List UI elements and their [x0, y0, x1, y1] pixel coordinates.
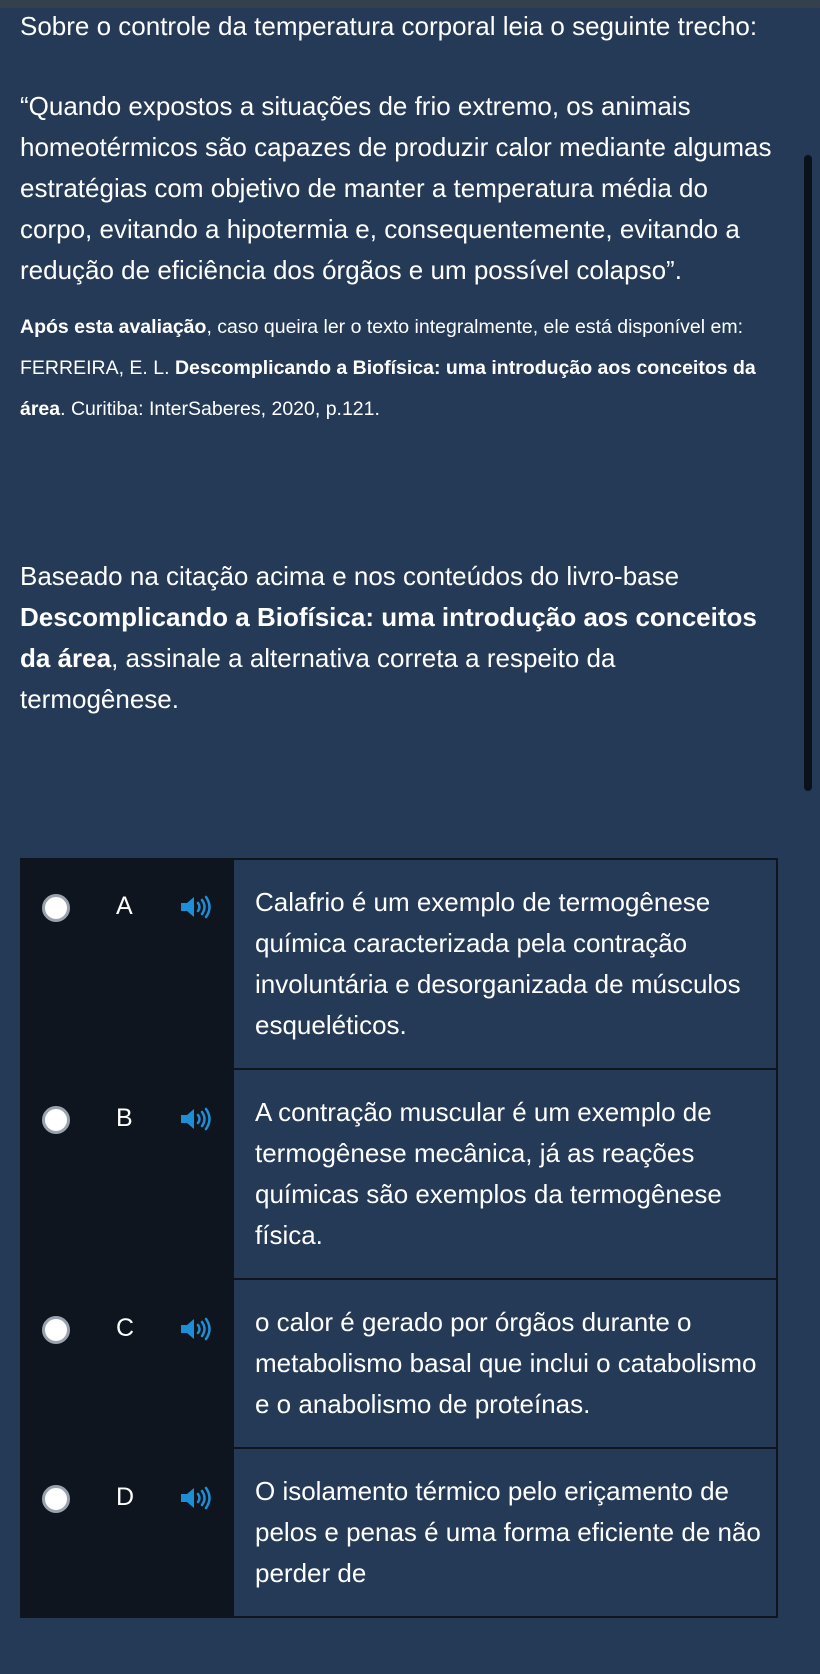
option-b-text[interactable]: A contração muscular é um exemplo de termogênese mecânica, já as reações químicas são exemplos da termogênese física. — [232, 1070, 778, 1280]
option-c-radio[interactable] — [42, 1316, 70, 1344]
question-book-title: Descomplicando a Biofísica: uma introdução aos conceitos da área — [20, 602, 757, 673]
option-a-controls — [20, 858, 232, 1070]
option-a-letter: A — [116, 892, 133, 920]
source-text-1: , caso queira ler o texto integralmente, ele está disponível em: FERREIRA, E. L. — [20, 316, 743, 379]
passage-source — [20, 307, 780, 430]
question-text-2: , assinale a alternativa correta a respeito da termogênese. — [20, 643, 616, 714]
option-c[interactable] — [20, 1280, 778, 1449]
speaker-icon[interactable] — [179, 1107, 213, 1131]
question-content — [20, 6, 780, 720]
source-text-2: . Curitiba: InterSaberes, 2020, p.121. — [60, 398, 380, 420]
option-d-radio[interactable] — [42, 1485, 70, 1513]
option-b-controls — [20, 1070, 232, 1280]
passage-quote: “Quando expostos a situações de frio extremo, os animais homeotérmicos são capazes de produzir calor mediante algumas estratégias com objetivo de manter a temperatura média do corpo, evitando a hipotermia e, consequentemente, evitando a redução de eficiência dos órgãos e um possível colapso”. — [20, 91, 772, 285]
option-a[interactable] — [20, 858, 778, 1070]
passage-intro: Sobre o controle da temperatura corporal leia o seguinte trecho: — [20, 11, 758, 41]
option-b[interactable] — [20, 1070, 778, 1280]
option-b-radio[interactable] — [42, 1106, 70, 1134]
option-c-text[interactable]: o calor é gerado por órgãos durante o metabolismo basal que inclui o catabolismo e o anabolismo de proteínas. — [232, 1280, 778, 1449]
question-prompt — [20, 556, 780, 720]
option-d-text[interactable]: O isolamento térmico pelo eriçamento de pelos e penas é uma forma eficiente de não perder de — [232, 1449, 778, 1618]
speaker-icon[interactable] — [179, 1486, 213, 1510]
option-a-text[interactable]: Calafrio é um exemplo de termogênese química caracterizada pela contração involuntária e desorganizada de músculos esqueléticos. — [232, 858, 778, 1070]
source-bold-start: Após esta avaliação — [20, 316, 207, 338]
speaker-icon[interactable] — [179, 895, 213, 919]
answer-options — [20, 858, 778, 1618]
option-c-letter: C — [116, 1314, 135, 1342]
option-d-letter: D — [116, 1483, 135, 1511]
source-book-title: Descomplicando a Biofísica: uma introdução aos conceitos da área — [20, 357, 756, 420]
option-c-controls — [20, 1280, 232, 1449]
option-d-controls — [20, 1449, 232, 1618]
speaker-icon[interactable] — [179, 1317, 213, 1341]
option-b-letter: B — [116, 1104, 133, 1132]
option-a-radio[interactable] — [42, 894, 70, 922]
option-d[interactable] — [20, 1449, 778, 1618]
question-text-1: Baseado na citação acima e nos conteúdos do livro-base — [20, 561, 680, 591]
scrollbar[interactable] — [804, 155, 812, 791]
